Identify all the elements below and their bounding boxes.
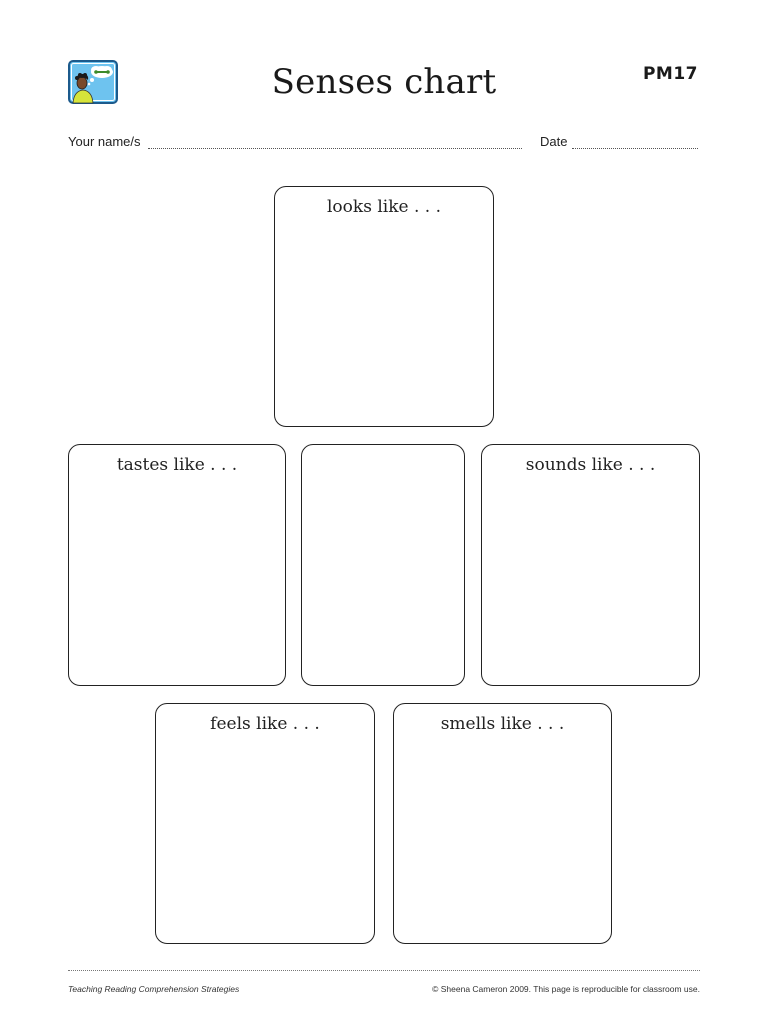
sounds-like-label: sounds like . . . (525, 455, 656, 475)
page-code: PM17 (642, 64, 698, 84)
tastes-like-label: tastes like . . . (116, 455, 238, 475)
feels-like-label: feels like . . . (210, 714, 320, 734)
footer-book-title: Teaching Reading Comprehension Strategies (68, 984, 240, 994)
date-label: Date (540, 134, 568, 149)
looks-like-label: looks like . . . (327, 197, 441, 217)
sounds-like-box[interactable] (481, 444, 700, 686)
footer-copyright: © Sheena Cameron 2009. This page is reproducible for classroom use. (432, 984, 700, 994)
feels-like-box[interactable] (155, 703, 375, 944)
smells-like-box[interactable] (393, 703, 612, 944)
center-box[interactable] (301, 444, 465, 686)
name-field[interactable] (148, 148, 522, 149)
looks-like-box[interactable] (274, 186, 494, 427)
date-field[interactable] (572, 148, 698, 149)
name-label: Your name/s (68, 134, 141, 149)
smells-like-label: smells like . . . (440, 714, 565, 734)
footer-divider (68, 970, 700, 971)
page-title: Senses chart (271, 62, 497, 102)
tastes-like-box[interactable] (68, 444, 286, 686)
